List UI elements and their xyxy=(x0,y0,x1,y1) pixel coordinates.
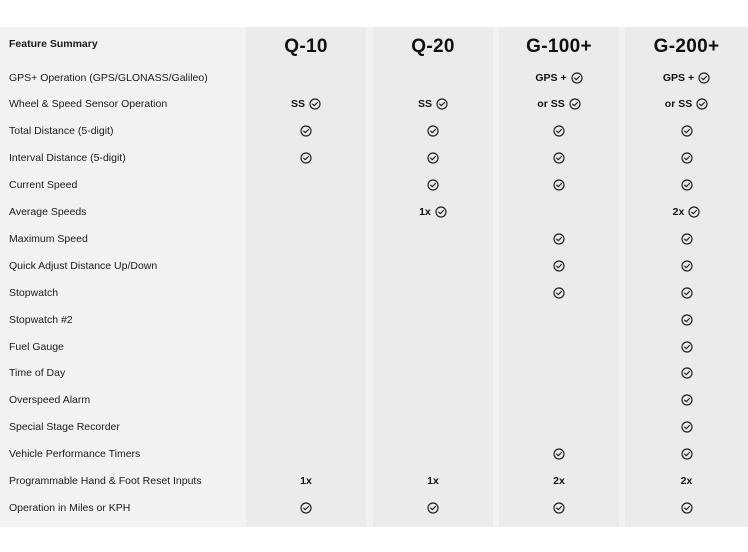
feature-cell xyxy=(499,252,619,279)
check-circle-icon xyxy=(553,152,565,164)
table-row xyxy=(0,387,748,414)
cell-value: SS xyxy=(417,98,432,111)
check-circle-icon xyxy=(553,233,565,245)
feature-cell xyxy=(373,468,493,495)
feature-cell xyxy=(499,468,619,495)
check-circle-icon xyxy=(435,206,447,218)
check-circle-icon xyxy=(553,502,565,514)
feature-cell xyxy=(246,468,366,495)
feature-label: Current Speed xyxy=(9,179,78,192)
check-circle-icon xyxy=(553,448,565,460)
feature-label: Stopwatch xyxy=(9,286,59,299)
feature-label: Special Stage Recorder xyxy=(9,421,120,434)
check-circle-icon xyxy=(571,72,583,84)
feature-label: Fuel Gauge xyxy=(9,340,64,353)
feature-label: Operation in Miles or KPH xyxy=(9,501,131,514)
feature-cell xyxy=(373,199,493,226)
table-row xyxy=(0,225,748,252)
feature-cell xyxy=(373,494,493,521)
feature-label: Programmable Hand & Foot Reset Inputs xyxy=(9,475,202,487)
table-header-row xyxy=(0,27,748,67)
check-circle-icon xyxy=(300,125,312,137)
table-row xyxy=(0,441,748,468)
feature-label: Total Distance (5-digit) xyxy=(9,125,114,138)
table-row xyxy=(0,306,748,333)
feature-cell xyxy=(625,199,748,226)
cell-value: GPS + xyxy=(662,71,695,84)
check-circle-icon xyxy=(681,287,693,299)
feature-cell xyxy=(625,360,748,387)
check-circle-icon xyxy=(427,152,439,164)
check-circle-icon xyxy=(681,421,693,433)
feature-cell xyxy=(625,145,748,172)
check-circle-icon xyxy=(681,260,693,272)
check-circle-icon xyxy=(681,233,693,245)
feature-cell xyxy=(625,333,748,360)
check-circle-icon xyxy=(553,260,565,272)
feature-summary-table xyxy=(0,27,748,527)
table-row xyxy=(0,414,748,441)
feature-label: Maximum Speed xyxy=(9,232,88,245)
check-circle-icon xyxy=(696,98,708,110)
model-heading-g200 xyxy=(625,27,748,67)
feature-cell xyxy=(625,64,748,91)
cell-value: GPS + xyxy=(535,71,567,84)
model-name: G-200+ xyxy=(653,36,720,57)
feature-cell xyxy=(499,145,619,172)
feature-cell xyxy=(499,118,619,145)
feature-label: Average Speeds xyxy=(9,206,87,218)
feature-cell xyxy=(246,118,366,145)
model-heading-g100 xyxy=(499,27,619,67)
table-row xyxy=(0,118,748,145)
feature-label: GPS+ Operation (GPS/GLONASS/Galileo) xyxy=(9,71,208,84)
feature-cell xyxy=(499,494,619,521)
feature-label: Time of Day xyxy=(9,367,66,380)
table-row xyxy=(0,468,748,495)
feature-cell xyxy=(625,91,748,118)
feature-cell xyxy=(246,494,366,521)
check-circle-icon xyxy=(569,98,581,110)
feature-cell xyxy=(625,252,748,279)
check-circle-icon xyxy=(427,502,439,514)
cell-value: 2x xyxy=(672,206,685,218)
check-circle-icon xyxy=(681,125,693,137)
table-row xyxy=(0,333,748,360)
feature-cell xyxy=(373,91,493,118)
cell-value: 2x xyxy=(553,475,565,487)
feature-cell xyxy=(246,145,366,172)
feature-label: Vehicle Performance Timers xyxy=(9,448,141,461)
feature-cell xyxy=(625,279,748,306)
table-row xyxy=(0,172,748,199)
check-circle-icon xyxy=(553,287,565,299)
cell-value: or SS xyxy=(664,98,693,111)
feature-cell xyxy=(499,225,619,252)
feature-cell xyxy=(246,91,366,118)
check-circle-icon xyxy=(553,125,565,137)
feature-cell xyxy=(499,91,619,118)
cell-value: SS xyxy=(290,98,305,111)
feature-cell xyxy=(373,145,493,172)
check-circle-icon xyxy=(300,502,312,514)
cell-value: 1x xyxy=(300,475,312,487)
feature-cell xyxy=(499,441,619,468)
feature-cell xyxy=(373,172,493,199)
feature-cell xyxy=(625,414,748,441)
check-circle-icon xyxy=(681,152,693,164)
check-circle-icon xyxy=(681,314,693,326)
feature-summary-heading: Feature Summary xyxy=(9,38,98,50)
cell-value: 1x xyxy=(419,206,431,218)
check-circle-icon xyxy=(681,448,693,460)
table-row xyxy=(0,360,748,387)
feature-cell xyxy=(625,387,748,414)
feature-label: Quick Adjust Distance Up/Down xyxy=(9,259,158,272)
table-row xyxy=(0,494,748,521)
check-circle-icon xyxy=(300,152,312,164)
model-heading-q10 xyxy=(246,27,366,67)
feature-cell xyxy=(499,64,619,91)
feature-cell xyxy=(625,225,748,252)
feature-cell xyxy=(625,441,748,468)
check-circle-icon xyxy=(427,179,439,191)
table-row xyxy=(0,252,748,279)
model-name: Q-20 xyxy=(411,36,455,57)
check-circle-icon xyxy=(436,98,448,110)
check-circle-icon xyxy=(698,72,710,84)
model-name: G-100+ xyxy=(526,36,592,57)
cell-value: 1x xyxy=(427,475,439,487)
check-circle-icon xyxy=(681,502,693,514)
model-heading-q20 xyxy=(373,27,493,67)
check-circle-icon xyxy=(681,179,693,191)
feature-cell xyxy=(625,468,748,495)
check-circle-icon xyxy=(553,179,565,191)
feature-cell xyxy=(625,306,748,333)
check-circle-icon xyxy=(681,394,693,406)
check-circle-icon xyxy=(681,341,693,353)
check-circle-icon xyxy=(309,98,321,110)
feature-label: Stopwatch #2 xyxy=(9,313,73,326)
feature-label: Interval Distance (5-digit) xyxy=(9,152,126,165)
feature-cell xyxy=(625,494,748,521)
feature-cell xyxy=(499,172,619,199)
cell-value: or SS xyxy=(537,98,565,111)
feature-cell xyxy=(625,118,748,145)
feature-label: Wheel & Speed Sensor Operation xyxy=(9,98,168,111)
table-row xyxy=(0,145,748,172)
feature-cell xyxy=(373,118,493,145)
feature-cell xyxy=(625,172,748,199)
model-name: Q-10 xyxy=(284,36,328,57)
check-circle-icon xyxy=(681,367,693,379)
table-row xyxy=(0,279,748,306)
cell-value: 2x xyxy=(680,475,693,487)
table-row xyxy=(0,64,748,91)
feature-label: Overspeed Alarm xyxy=(9,394,91,407)
table-row xyxy=(0,91,748,118)
feature-cell xyxy=(499,279,619,306)
table-row xyxy=(0,199,748,226)
check-circle-icon xyxy=(427,125,439,137)
check-circle-icon xyxy=(688,206,700,218)
